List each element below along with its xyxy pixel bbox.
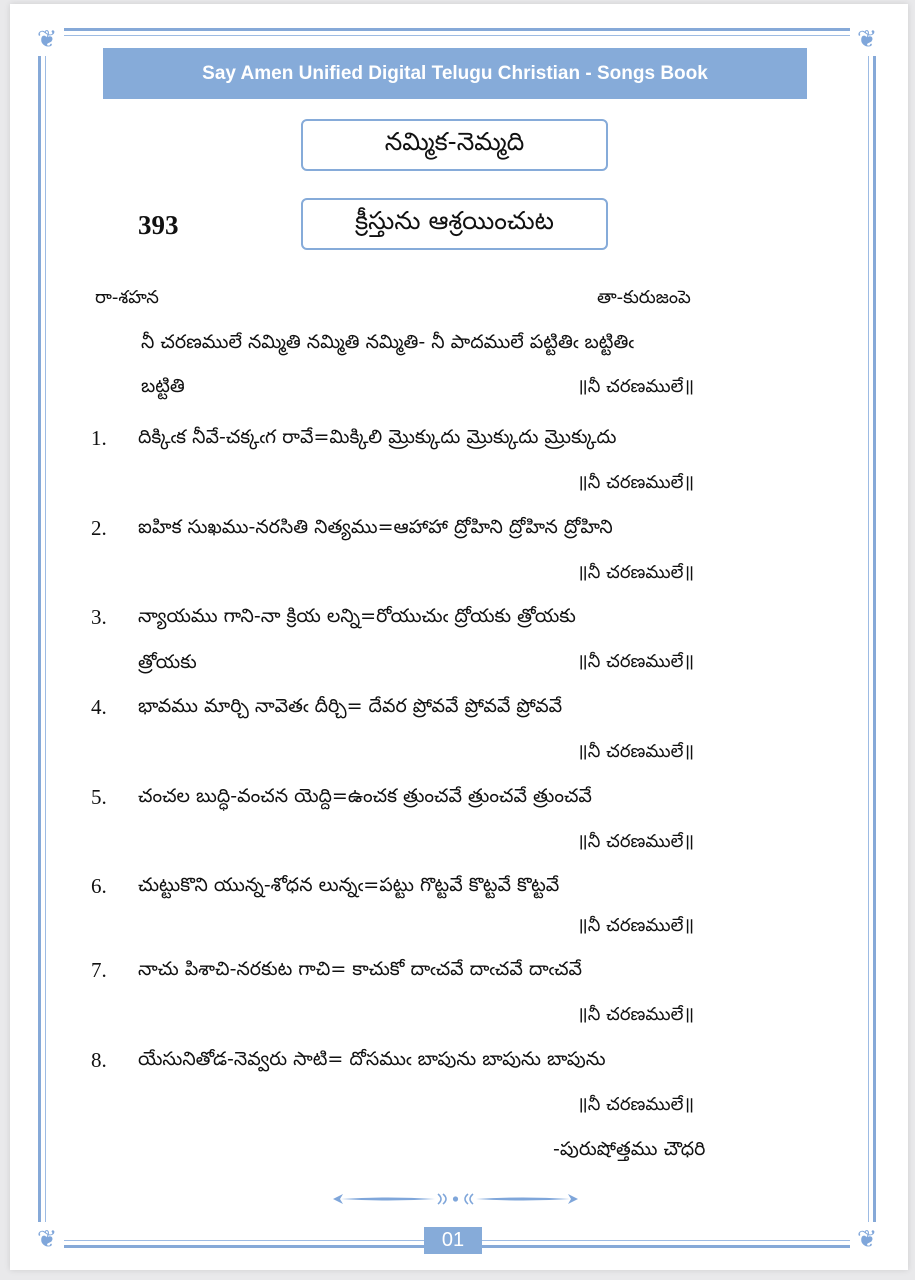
pallavi-line-1: నీ చరణములే నమ్మితి నమ్మితి నమ్మితి- నీ పాదములే పట్టితిఁ బట్టితిఁ — [141, 331, 634, 353]
book-title-banner: Say Amen Unified Digital Telugu Christian - Songs Book — [103, 48, 807, 99]
stanza-number: 4. — [91, 695, 107, 719]
category-title: నమ్మిక-నెమ్మది — [301, 119, 608, 171]
page-number: 01 — [424, 1227, 482, 1254]
stanza-line: చంచల బుద్ధి-వంచన యెద్ది=ఉంచక త్రుంచవే త్రుంచవే త్రుంచవే — [138, 785, 592, 807]
pallavi-line-2: బట్టితి — [141, 375, 185, 397]
stanza-number: 5. — [91, 785, 107, 809]
stanza-line: దిక్కిఁక నీవే-చక్కఁగ రావే=మిక్కిలి మ్రొక్కుదు మ్రొక్కుదు మ్రొక్కుదు — [138, 426, 617, 448]
stanza-line: చుట్టుకొని యున్న-శోధన లున్నఁ=పట్టు గొట్టవే కొట్టవే కొట్టవే — [138, 874, 560, 896]
corner-ornament-icon: ❦ — [30, 22, 64, 56]
song-number: 393 — [138, 210, 179, 240]
divider-ornament-icon — [333, 1190, 578, 1208]
tala-label: తా-కురుజంపె — [597, 287, 691, 308]
stanza-line: భావము మార్చి నావెతఁ దీర్చి= దేవర ప్రోవవే ప్రోవవే ప్రోవవే — [138, 695, 563, 717]
stanza-number: 1. — [91, 426, 107, 450]
stanza-line: ఐహిక సుఖము-నరసితి నిత్యము=ఆహాహా ద్రోహిని ద్రోహిన ద్రోహిని — [138, 516, 613, 538]
stanza-number: 6. — [91, 874, 107, 898]
stanza-line-2: త్రోయకు — [138, 651, 197, 673]
stanza-number: 7. — [91, 958, 107, 982]
stanza-refrain: ॥నీ చరణములే॥ — [577, 1094, 695, 1115]
stanza-number: 8. — [91, 1048, 107, 1072]
stanza-refrain: ॥నీ చరణములే॥ — [577, 741, 695, 762]
stanza-refrain: ॥నీ చరణములే॥ — [577, 562, 695, 583]
pallavi-refrain: ॥నీ చరణములే॥ — [577, 376, 695, 397]
corner-ornament-icon: ❦ — [30, 1222, 64, 1256]
song-title: క్రీస్తును ఆశ్రయించుట — [301, 198, 608, 250]
stanza-line: యేసునితోడ-నెవ్వరు సాటి= దోసముఁ బాపును బాపును బాపును — [138, 1048, 606, 1070]
corner-ornament-icon: ❦ — [850, 22, 884, 56]
stanza-refrain: ॥నీ చరణములే॥ — [577, 472, 695, 493]
stanza-refrain: ॥నీ చరణములే॥ — [577, 1004, 695, 1025]
stanza-line: నాచు పిశాచి-నరకుట గాచి= కాచుకో దాఁచవే దాఁచవే దాఁచవే — [138, 958, 583, 980]
stanza-line: న్యాయము గాని-నా క్రియ లన్ని=రోయుచుఁ ద్రోయకు త్రోయకు — [138, 605, 576, 627]
stanza-number: 2. — [91, 516, 107, 540]
song-author: -పురుషోత్తము చౌధరి — [553, 1138, 706, 1160]
stanza-number: 3. — [91, 605, 107, 629]
stanza-refrain: ॥నీ చరణములే॥ — [577, 915, 695, 936]
stanza-refrain: ॥నీ చరణములే॥ — [577, 831, 695, 852]
stanza-refrain: ॥నీ చరణములే॥ — [577, 651, 695, 672]
raga-label: రా-శహన — [95, 287, 159, 308]
corner-ornament-icon: ❦ — [850, 1222, 884, 1256]
